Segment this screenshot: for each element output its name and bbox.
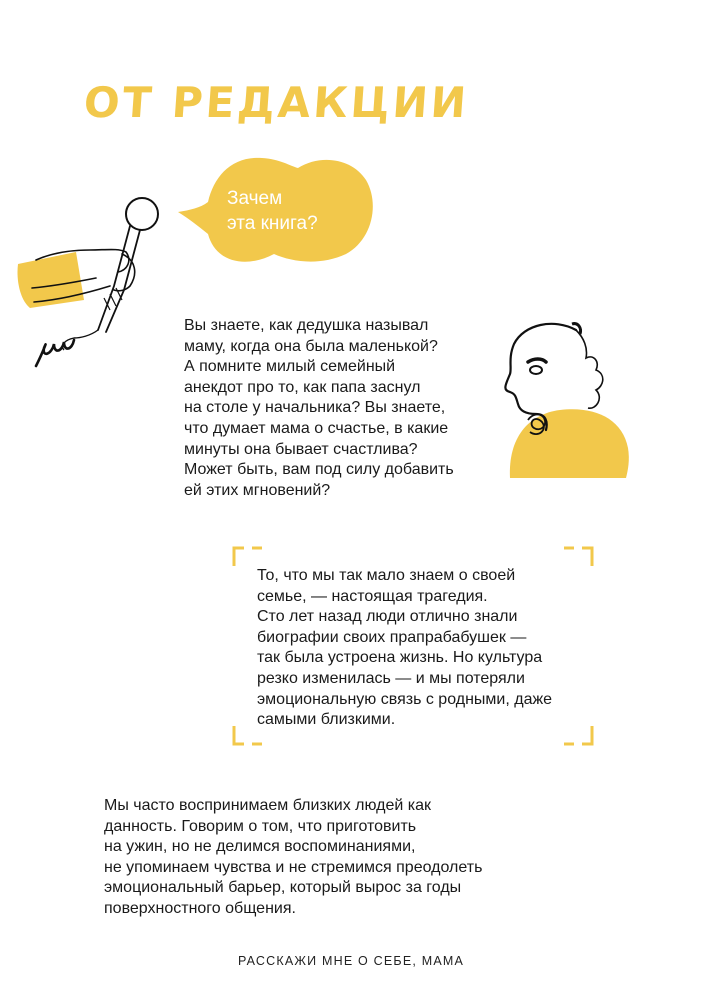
grandfather-illustration [488,318,638,488]
quote-text: То, что мы так мало знаем о своей семье, — настоящая трагедия. Сто лет назад люди отлично знали биографии своих прапрабабушек — так была устроена жизнь. Но культура резко изменилась — и мы потеряли эмоциональную связь с родными, даже самыми близкими. [257,567,553,729]
body-paragraph: Мы часто воспринимаем близких людей как данность. Говорим о том, что приготовить на ужин, но не делимся воспоминаниями, не упоминаем чувства и не стремимся преодолеть эмоциональный барьер, который вырос за годы поверхностного общения. [104,797,483,917]
page-title: ОТ РЕДАКЦИИ [82,78,471,127]
intro-paragraph: Вы знаете, как дедушка называл маму, когда она была маленькой? А помните милый семейный анекдот про то, как папа заснул на столе у начальника? Вы знаете, что думает мама о счастье, в какие минуты она бывает счастлива? Может быть, вам под силу добавить ей этих мгновений? [184,317,454,499]
hand-microphone-illustration [14,190,174,380]
footer-book-title: РАССКАЖИ МНЕ О СЕБЕ, МАМА [237,954,465,968]
bubble-text: Зачем эта книга? [227,188,318,234]
